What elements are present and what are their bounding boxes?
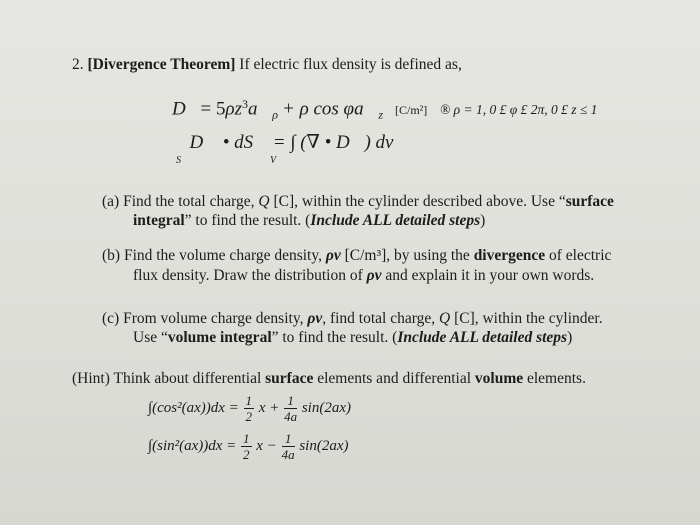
unit-label: [C/m²] [395,103,428,118]
charge-q: Q [258,193,270,210]
fraction-denominator: 4a [281,447,295,462]
fraction-one-over-4a [282,432,295,461]
fraction-denominator: 2 [245,409,253,424]
unit-vector-rho: a⃗ [247,98,273,120]
hint-formula-sin [148,432,348,461]
hint-bold-volume: volume [474,370,524,387]
sin-formula-mid: x − [252,437,281,454]
part-c-text-end: [C], within the cylinder. [450,310,603,327]
hint-bold-surface: surface [265,370,314,387]
part-c-bold-volume-integral: volume integral [167,329,272,346]
part-c-emphasis: Include ALL detailed steps [397,329,568,346]
cos-formula-mid: x + [255,399,284,416]
hint-text-end: elements. [523,370,586,387]
part-c-text-2-mid: ” to find the result. ( [271,329,398,346]
rho-z: ρz [225,98,242,120]
part-b-text-end: of electric [545,247,612,264]
part-a-label: (a) [102,193,120,210]
fraction-one-over-4a [284,394,297,423]
fraction-one-half [244,394,255,423]
fraction-numerator: 1 [243,431,250,446]
part-a-emphasis: Include ALL detailed steps [310,212,481,229]
subscript-z: z [378,107,384,122]
part-c-line2 [133,329,572,347]
flux-density-equation [172,97,427,123]
divergence-theorem [170,131,394,154]
problem-number: 2. [72,56,84,73]
part-a-text-2: ” to find the result. ( [184,212,311,229]
part-b-bold-divergence: divergence [473,247,546,264]
fraction-numerator: 1 [282,432,295,447]
cos-formula-rhs: sin(2ax) [298,399,351,416]
charge-q-2: Q [439,310,451,327]
sin-formula-rhs: sin(2ax) [295,437,349,454]
volume-subscript: V [270,155,277,166]
part-c-close: ) [567,329,573,346]
rho-v-symbol: ρv [325,247,341,264]
part-a-line2 [133,212,485,230]
part-a-close: ) [480,212,486,229]
part-a-bold-integral: integral [133,212,185,229]
hint-line [72,370,586,388]
part-a-text: Find the total charge, [123,193,259,210]
rho-v-symbol-2: ρv [366,267,382,284]
equation-equals: = 5 [200,98,226,120]
second-term: + ρ cos φ [282,98,355,120]
fraction-numerator: 1 [284,394,297,409]
domain-conditions: ® ρ = 1, 0 £ φ £ 2π, 0 £ z ≤ 1 [440,102,598,117]
part-c-line1 [102,310,603,328]
part-b-line1 [102,247,611,265]
part-b-text-2: flux density. Draw the distribution of [133,267,367,284]
hint-formula-cos [148,394,351,423]
hint-text: (Hint) Think about differential [72,370,266,387]
fraction-numerator: 1 [245,393,253,408]
problem-title: [Divergence Theorem] [87,56,236,73]
fraction-denominator: 2 [243,447,250,462]
sin-formula-lhs: ∫(sin²(ax))dx = [148,437,241,454]
part-c-text-2: Use “ [133,329,168,346]
problem-intro: If electric flux density is defined as, [239,56,462,73]
part-a-text-mid: [C], within the cylinder described above. Use “ [269,193,566,210]
fraction-one-half [241,432,252,461]
part-c-text-mid: , find total charge, [322,310,439,327]
exponent-3: 3 [241,97,248,111]
part-c-label: (c) [102,310,120,327]
fraction-denominator: 4a [284,409,298,424]
cos-formula-lhs: ∫(cos²(ax))dx = [148,399,243,416]
d-vector: D⃗ [172,98,201,120]
part-a-line1 [102,193,614,211]
part-a-bold-surface: surface [565,193,614,210]
theorem-expression: ∮ D⃗ • dS⃗ = ∫ (∇ • D⃗) dv [170,132,394,153]
part-b-text: Find the volume charge density, [123,247,326,264]
hint-text-mid: elements and differential [313,370,475,387]
part-b-text-mid: [C/m³], by using the [340,247,474,264]
problem-header [72,56,462,74]
subscript-rho: ρ [272,107,279,122]
part-b-line2 [133,267,594,285]
part-c-text: From volume charge density, [123,310,308,327]
rho-v-symbol-3: ρv [307,310,323,327]
part-b-label: (b) [102,247,121,264]
part-b-text-2-end: and explain it in your own words. [381,267,595,284]
surface-subscript: S [176,155,181,166]
unit-vector-z: a⃗ [354,98,379,120]
